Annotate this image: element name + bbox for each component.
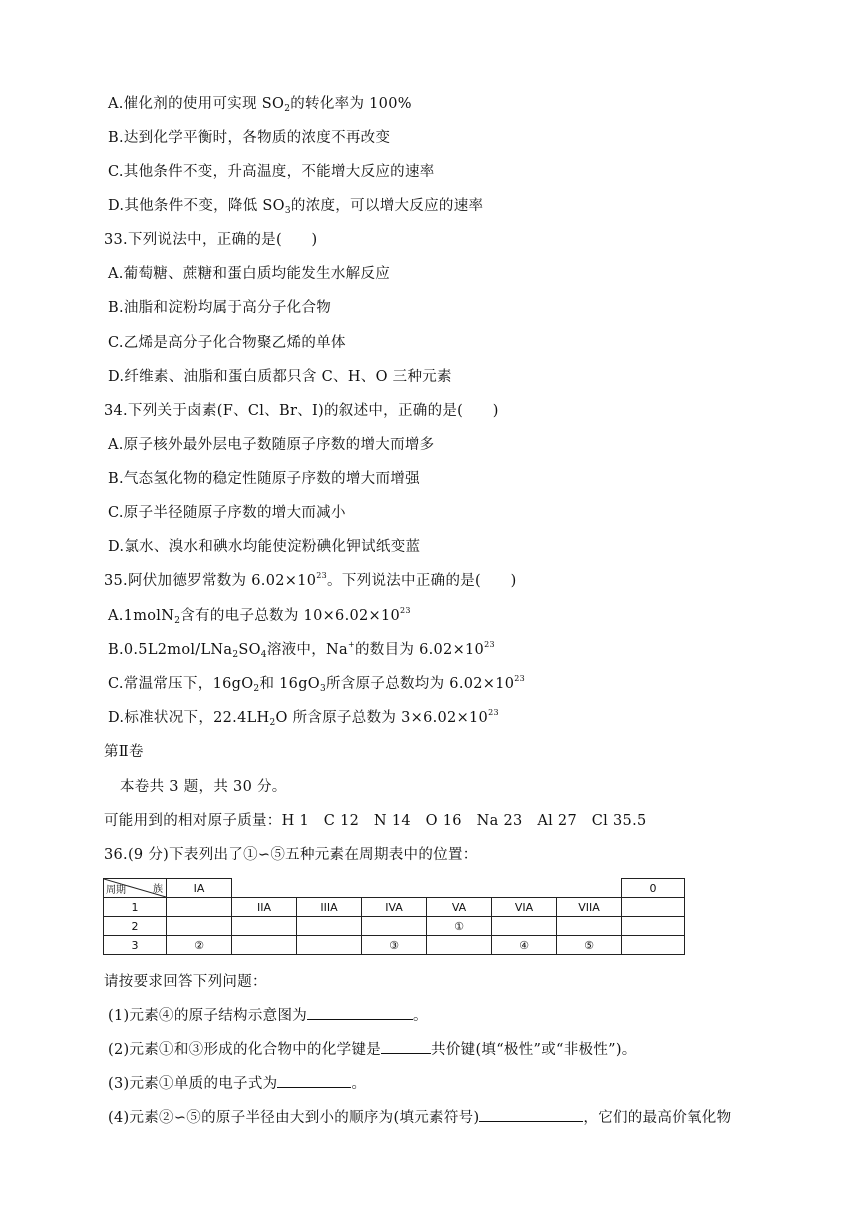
q36-sub2: (2)元素①和③形成的化合物中的化学键是 共价键(填“极性”或“非极性”)。 xyxy=(108,1039,637,1060)
element-cell xyxy=(622,936,685,955)
q35-stem: 35.阿伏加德罗常数为 $6.02\times 10^{23}$。下列说法中正确的是( ) xyxy=(104,571,517,589)
periodic-table-fragment xyxy=(103,878,685,955)
period-cell: 3 xyxy=(104,936,167,955)
part2-title: 第Ⅱ卷 xyxy=(104,744,144,760)
element-cell xyxy=(167,917,232,936)
q33-stem: 33.下列说法中，正确的是( ) xyxy=(104,232,318,248)
answer-blank[interactable] xyxy=(307,1005,413,1020)
q36-sub1: (1)元素④的原子结构示意图为 。 xyxy=(108,1005,428,1026)
table-corner-cell xyxy=(104,879,167,898)
q32-option-d: D.其他条件不变，降低 $SO_3$的浓度，可以增大反应的速率 xyxy=(108,198,484,216)
element-cell: ② xyxy=(167,936,232,955)
corner-period-label: 周期 xyxy=(106,885,126,896)
element-cell xyxy=(492,917,557,936)
group-cell: VA xyxy=(427,898,492,917)
period-cell: 2 xyxy=(104,917,167,936)
q33-option-d: D.纤维素、油脂和蛋白质都只含 C、H、O 三种元素 xyxy=(108,369,452,385)
q32-option-c: C.其他条件不变，升高温度，不能增大反应的速率 xyxy=(108,164,435,180)
part2-intro: 本卷共 3 题，共 30 分。 xyxy=(120,779,287,795)
q36-stem: 36.(9 分)下表列出了①∽⑤五种元素在周期表中的位置： xyxy=(104,847,478,863)
answer-blank[interactable] xyxy=(479,1107,583,1122)
element-cell xyxy=(557,917,622,936)
q35-option-a: A.1molN$_2$含有的电子总数为 $10\times 6.02\times 10^{23}$ xyxy=(108,606,411,626)
element-cell: ③ xyxy=(362,936,427,955)
atomic-masses: 可能用到的相对原子质量：H 1 C 12 N 14 O 16 Na 23 Al 27 Cl 35.5 xyxy=(104,813,647,829)
q35-option-c: C.常温常压下，$16gO_2$和 $16gO_3$所含原子总数均为 $6.02\times 10^{23}$ xyxy=(108,674,526,694)
group-cell: IIA xyxy=(232,898,297,917)
q34-stem: 34.下列关于卤素(F、Cl、Br、I)的叙述中，正确的是( ) xyxy=(104,403,499,419)
q36-sub4: (4)元素②∽⑤的原子半径由大到小的顺序为(填元素符号) ，它们的最高价氧化物 xyxy=(108,1107,731,1128)
element-cell xyxy=(232,936,297,955)
q32-option-b: B.达到化学平衡时，各物质的浓度不再改变 xyxy=(108,130,391,146)
q34-option-a: A.原子核外最外层电子数随原子序数的增大而增多 xyxy=(108,437,435,453)
answer-blank[interactable] xyxy=(381,1039,431,1054)
table-row xyxy=(104,879,685,898)
answer-blank[interactable] xyxy=(277,1073,351,1088)
q32-option-a: A.催化剂的使用可实现 $SO_2$的转化率为 100% xyxy=(108,96,412,114)
empty-cell xyxy=(167,898,232,917)
group-cell: IA xyxy=(167,879,232,898)
empty-cell xyxy=(622,898,685,917)
element-cell xyxy=(297,936,362,955)
table-row xyxy=(104,898,685,917)
element-cell xyxy=(427,936,492,955)
group-cell: IIIA xyxy=(297,898,362,917)
q35-option-b: $B.0.5L2mol/LNa_2SO_4$溶液中，Na+的数目为 $6.02\times 10^{23}$ xyxy=(108,640,495,660)
element-cell: ④ xyxy=(492,936,557,955)
q33-option-a: A.葡萄糖、蔗糖和蛋白质均能发生水解反应 xyxy=(108,266,391,282)
element-cell xyxy=(232,917,297,936)
q33-option-c: C.乙烯是高分子化合物聚乙烯的单体 xyxy=(108,335,346,351)
q34-option-b: B.气态氢化物的稳定性随原子序数的增大而增强 xyxy=(108,471,420,487)
group-cell: 0 xyxy=(622,879,685,898)
period-cell: 1 xyxy=(104,898,167,917)
element-cell xyxy=(362,917,427,936)
empty-cell xyxy=(232,879,622,898)
group-cell: VIA xyxy=(492,898,557,917)
q36-sub3: (3)元素①单质的电子式为 。 xyxy=(108,1073,366,1094)
element-cell: ⑤ xyxy=(557,936,622,955)
element-cell: ① xyxy=(427,917,492,936)
q34-option-d: D.氯水、溴水和碘水均能使淀粉碘化钾试纸变蓝 xyxy=(108,539,421,555)
table-row xyxy=(104,936,685,955)
element-cell xyxy=(622,917,685,936)
table-row xyxy=(104,917,685,936)
q36-instruction: 请按要求回答下列问题： xyxy=(104,974,267,990)
corner-group-label: 族 xyxy=(153,884,163,895)
q33-option-b: B.油脂和淀粉均属于高分子化合物 xyxy=(108,300,332,316)
group-cell: VIIA xyxy=(557,898,622,917)
element-cell xyxy=(297,917,362,936)
q35-option-d: D.标准状况下，$22.4LH_2O$ 所含原子总数为 $3\times 6.02\times 10^{23}$ xyxy=(108,708,499,728)
q34-option-c: C.原子半径随原子序数的增大而减小 xyxy=(108,505,346,521)
group-cell: IVA xyxy=(362,898,427,917)
